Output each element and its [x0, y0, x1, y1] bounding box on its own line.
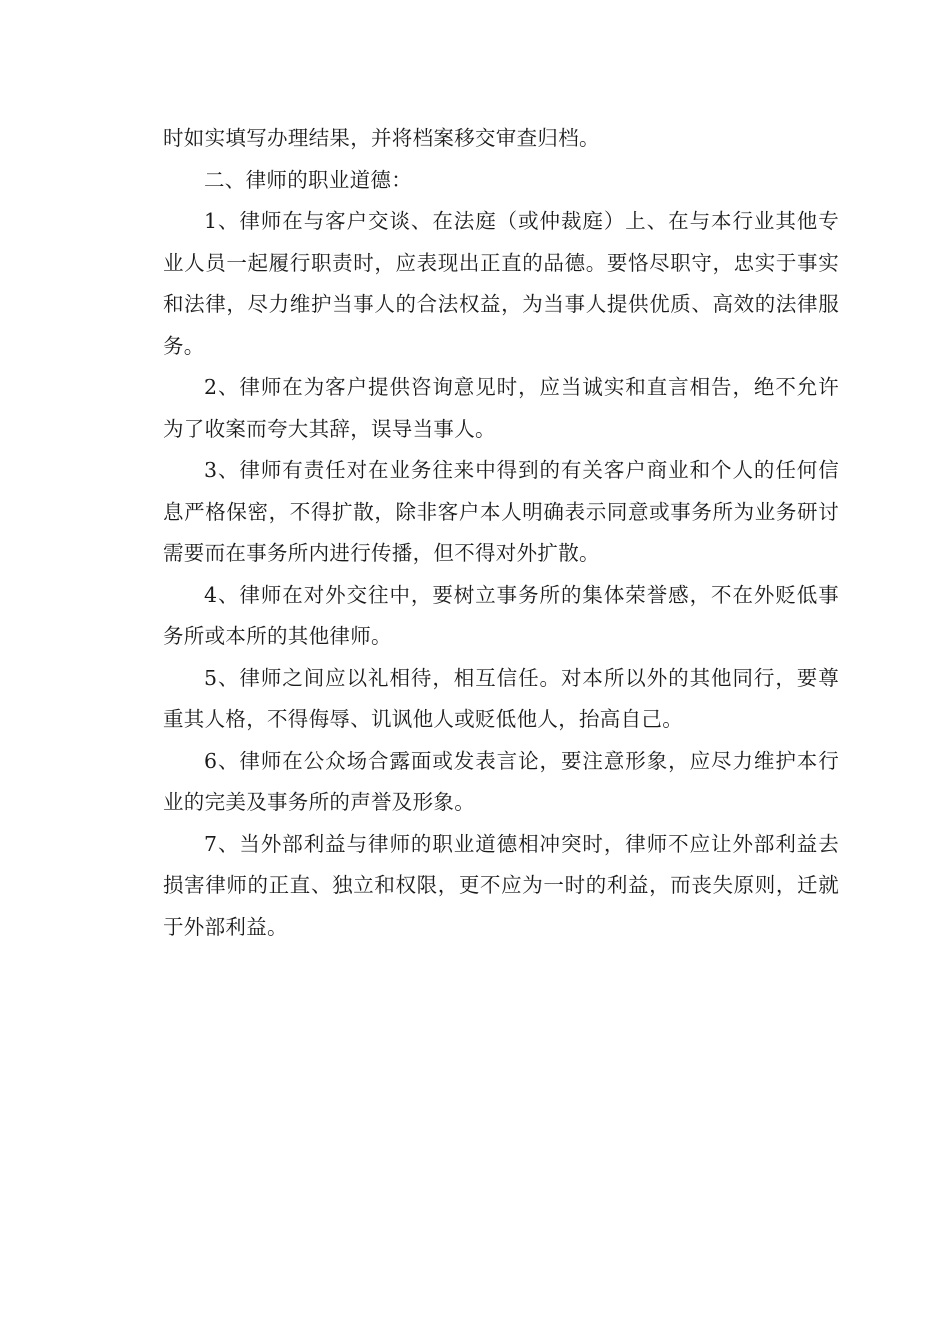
document-body — [163, 118, 839, 948]
section-heading: 二、律师的职业道德： — [204, 167, 412, 192]
paragraph-item-4: 4、律师在对外交往中，要树立事务所的集体荣誉感，不在外贬低事务所或本所的其他律师。 — [163, 582, 839, 648]
paragraph-item-5: 5、律师之间应以礼相待，相互信任。对本所以外的其他同行，要尊重其人格，不得侮辱、讥讽他人或贬低他人，抬高自己。 — [163, 665, 839, 731]
paragraph-continuation: 时如实填写办理结果，并将档案移交审查归档。 — [163, 126, 600, 150]
paragraph-item-2: 2、律师在为客户提供咨询意见时，应当诚实和直言相告，绝不允许为了收案而夸大其辞，误导当事人。 — [163, 375, 839, 441]
paragraph-item-3: 3、律师有责任对在业务往来中得到的有关客户商业和个人的任何信息严格保密，不得扩散，除非客户本人明确表示同意或事务所为业务研讨需要而在事务所内进行传播，但不得对外扩散。 — [163, 458, 839, 565]
paragraph-item-7: 7、当外部利益与律师的职业道德相冲突时，律师不应让外部利益去损害律师的正直、独立和权限，更不应为一时的利益，而丧失原则，迁就于外部利益。 — [163, 831, 839, 939]
paragraph-item-1: 1、律师在与客户交谈、在法庭（或仲裁庭）上、在与本行业其他专业人员一起履行职责时，应表现出正直的品德。要恪尽职守，忠实于事实和法律，尽力维护当事人的合法权益，为当事人提供优质、高效的法律服务。 — [163, 209, 839, 358]
paragraph-item-6: 6、律师在公众场合露面或发表言论，要注意形象，应尽力维护本行业的完美及事务所的声誉及形象。 — [163, 748, 839, 814]
